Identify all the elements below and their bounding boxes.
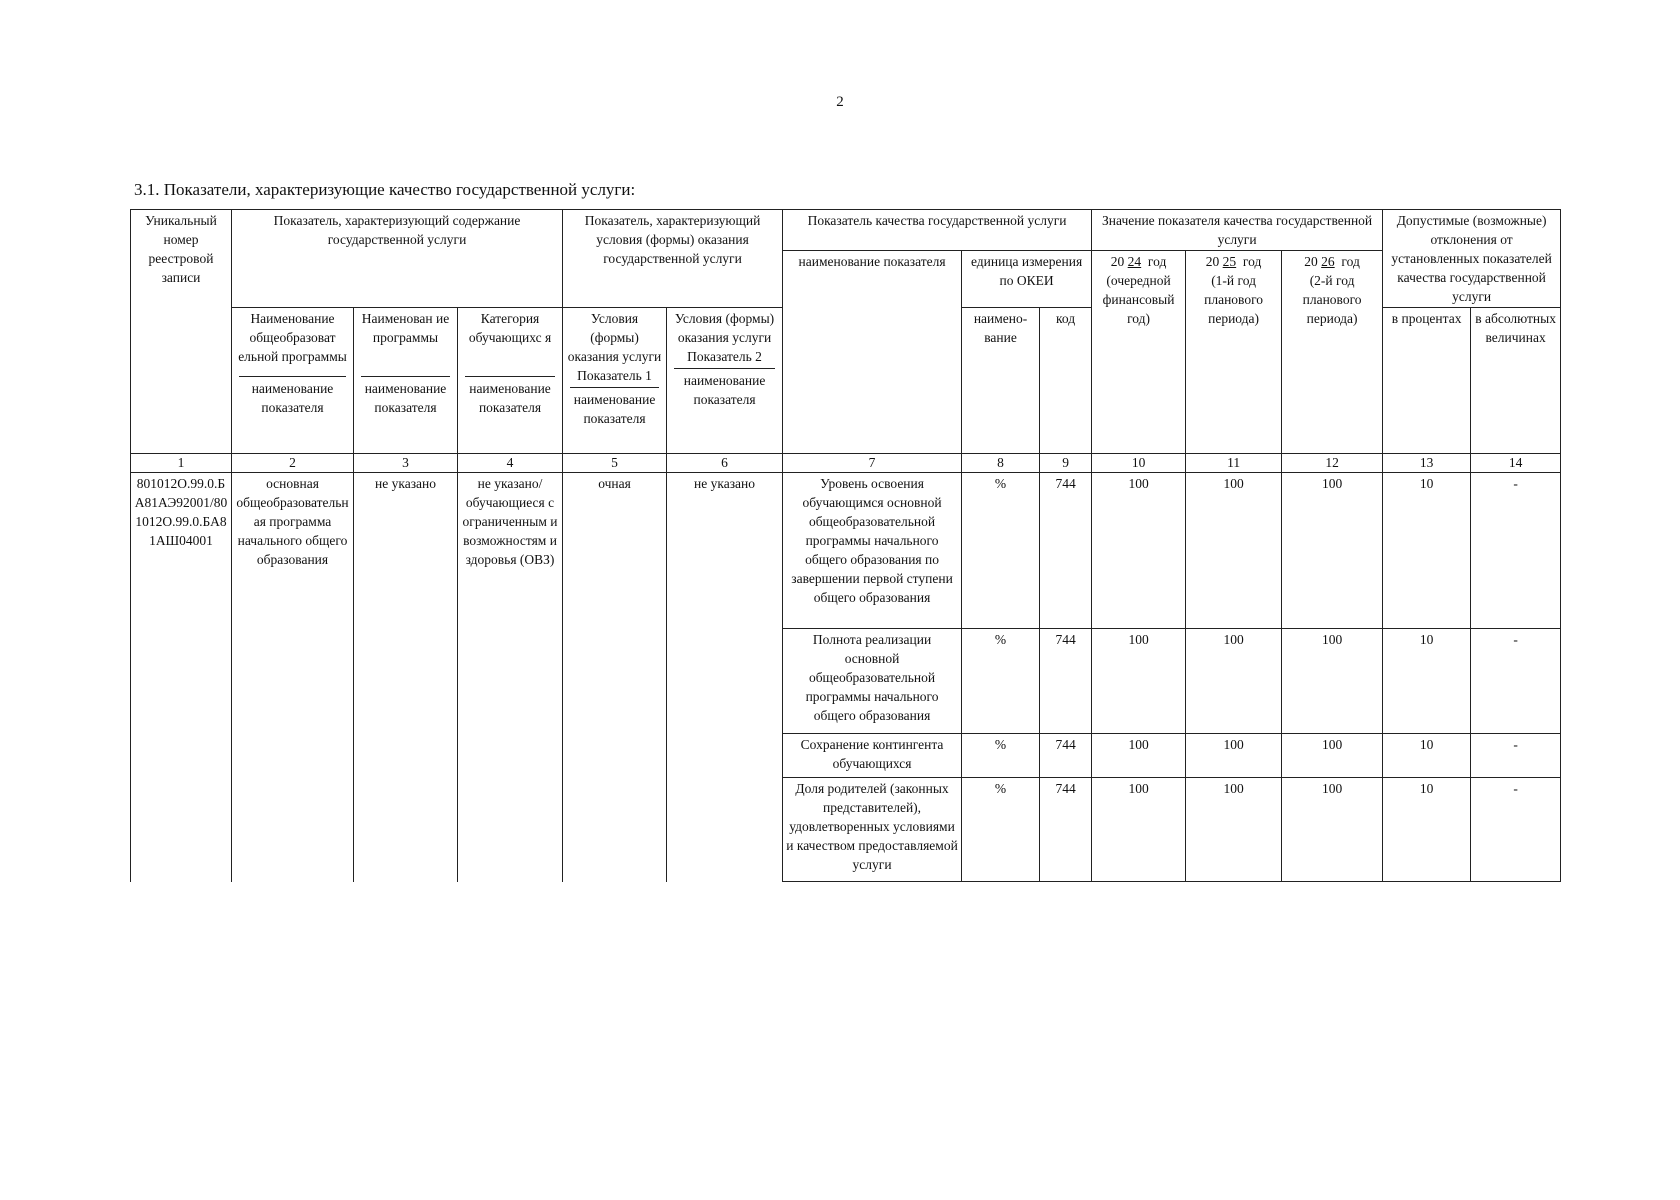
header-row-1 (131, 210, 1561, 251)
indicator-value-2025: 100 (1186, 473, 1282, 629)
header-condition1-title: Условия (формы) оказания услуги Показатель 1 наименование показателя (563, 308, 667, 454)
column-number: 2 (232, 454, 354, 473)
page-number: 2 (836, 94, 844, 110)
header-registry-number: Уникальный номер реестровой записи (131, 210, 232, 454)
registry-number-cell: 801012О.99.0.БА81АЭ92001/801012О.99.0.БА81АШ04001 (131, 473, 232, 882)
header-unit-name: наимено-вание (962, 308, 1040, 454)
column-number: 12 (1282, 454, 1383, 473)
column-numbers-row (131, 454, 1561, 473)
column-number: 1 (131, 454, 232, 473)
indicator-value-2026: 100 (1282, 778, 1383, 882)
header-unit: единица измерения по ОКЕИ (962, 251, 1092, 308)
indicator-deviation-absolute: - (1471, 734, 1561, 778)
indicator-code: 744 (1040, 629, 1092, 734)
program-cell: основная общеобразовательная программа начального общего образования (232, 473, 354, 882)
column-number: 11 (1186, 454, 1282, 473)
column-number: 9 (1040, 454, 1092, 473)
indicator-name: Уровень освоения обучающимся основной общеобразовательной программы начального общего образования по завершении первой ступени общего образования (783, 473, 962, 629)
indicator-deviation-absolute: - (1471, 778, 1561, 882)
column-number: 8 (962, 454, 1040, 473)
header-year-2024: 20 24 год (очередной финансовый год) (1092, 251, 1186, 454)
indicator-unit: % (962, 778, 1040, 882)
header-content-group: Показатель, характеризующий содержание государственной услуги (232, 210, 563, 308)
indicator-value-2024: 100 (1092, 734, 1186, 778)
header-program-name-title: Наименован ие программы наименование показателя (354, 308, 458, 454)
column-number: 5 (563, 454, 667, 473)
column-number: 14 (1471, 454, 1561, 473)
column-number: 3 (354, 454, 458, 473)
indicator-deviation-absolute: - (1471, 629, 1561, 734)
indicator-name: Доля родителей (законных представителей), удовлетворенных условиями и качеством предоставляемой услуги (783, 778, 962, 882)
header-deviation-absolute: в абсолютных величинах (1471, 308, 1561, 454)
category-cell: не указано/ обучающиеся с ограниченным и возможностям и здоровья (ОВЗ) (458, 473, 563, 882)
indicator-value-2026: 100 (1282, 473, 1383, 629)
indicator-code: 744 (1040, 734, 1092, 778)
condition1-cell: очная (563, 473, 667, 882)
indicator-value-2026: 100 (1282, 629, 1383, 734)
indicator-name: Полнота реализации основной общеобразовательной программы начального общего образования (783, 629, 962, 734)
header-category-title: Категория обучающихс я наименование показателя (458, 308, 563, 454)
header-year-2026: 20 26 год (2-й год планового периода) (1282, 251, 1383, 454)
quality-indicators-table (130, 209, 1561, 882)
condition2-cell: не указано (667, 473, 783, 882)
column-number: 6 (667, 454, 783, 473)
column-number: 4 (458, 454, 563, 473)
header-condition2-title: Условия (формы) оказания услуги Показатель 2 наименование показателя (667, 308, 783, 454)
indicator-unit: % (962, 734, 1040, 778)
indicator-unit: % (962, 473, 1040, 629)
indicator-deviation-percent: 10 (1383, 473, 1471, 629)
indicator-value-2026: 100 (1282, 734, 1383, 778)
header-indicator-name: наименование показателя (783, 251, 962, 454)
header-unit-code: код (1040, 308, 1092, 454)
indicator-unit: % (962, 629, 1040, 734)
section-title: 3.1. Показатели, характеризующие качество государственной услуги: (134, 180, 636, 199)
indicator-value-2025: 100 (1186, 778, 1282, 882)
header-year-2025: 20 25 год (1-й год планового периода) (1186, 251, 1282, 454)
column-number: 10 (1092, 454, 1186, 473)
indicator-deviation-absolute: - (1471, 473, 1561, 629)
indicator-value-2025: 100 (1186, 629, 1282, 734)
column-number: 7 (783, 454, 962, 473)
indicator-deviation-percent: 10 (1383, 629, 1471, 734)
column-number: 13 (1383, 454, 1471, 473)
indicator-deviation-percent: 10 (1383, 734, 1471, 778)
indicator-code: 744 (1040, 778, 1092, 882)
indicator-value-2024: 100 (1092, 629, 1186, 734)
header-program-title: Наименование общеобразоват ельной программы наименование показателя (232, 308, 354, 454)
indicator-deviation-percent: 10 (1383, 778, 1471, 882)
indicator-value-2025: 100 (1186, 734, 1282, 778)
table-row (131, 473, 1561, 629)
header-deviation-percent: в процентах (1383, 308, 1471, 454)
indicator-name: Сохранение контингента обучающихся (783, 734, 962, 778)
indicator-value-2024: 100 (1092, 473, 1186, 629)
indicator-code: 744 (1040, 473, 1092, 629)
header-values-group: Значение показателя качества государственной услуги (1092, 210, 1383, 251)
header-conditions-group: Показатель, характеризующий условия (формы) оказания государственной услуги (563, 210, 783, 308)
program-name-cell: не указано (354, 473, 458, 882)
header-deviation-group: Допустимые (возможные) отклонения от установленных показателей качества государственной услуги (1383, 210, 1561, 308)
header-quality-group: Показатель качества государственной услуги (783, 210, 1092, 251)
indicator-value-2024: 100 (1092, 778, 1186, 882)
